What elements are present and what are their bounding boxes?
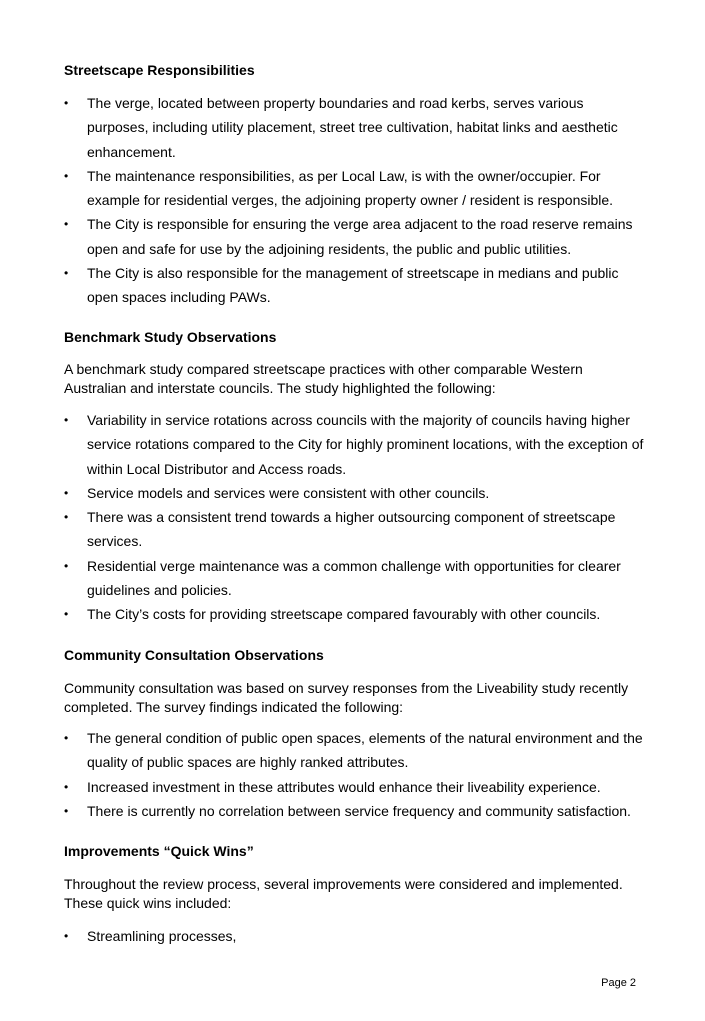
list-item: • There was a consistent trend towards a higher outsourcing component of streetscape services. <box>64 505 644 554</box>
heading-benchmark-study: Benchmark Study Observations <box>64 329 277 345</box>
bullet-icon: • <box>64 607 69 622</box>
bullet-icon: • <box>64 266 69 281</box>
bullet-list-streetscape <box>64 91 644 310</box>
bullet-icon: • <box>64 731 69 745</box>
list-item: • The general condition of public open spaces, elements of the natural environment and the quality of public spaces are highly ranked attributes. <box>64 726 644 775</box>
list-item: • The City is also responsible for the management of streetscape in medians and public open spaces including PAWs. <box>64 261 644 310</box>
list-item: • The maintenance responsibilities, as per Local Law, is with the owner/occupier. For example for residential verges, the adjoining property owner / resident is responsible. <box>64 164 644 213</box>
list-item: • Streamlining processes, <box>64 924 644 948</box>
bullet-icon: • <box>64 485 69 500</box>
paragraph-community-intro: Community consultation was based on survey responses from the Liveability study recently completed. The survey findings indicated the following: <box>64 680 629 715</box>
bullet-icon: • <box>64 217 69 232</box>
heading-community-consultation: Community Consultation Observations <box>64 647 324 663</box>
bullet-icon: • <box>64 168 69 183</box>
list-item: • Increased investment in these attributes would enhance their liveability experience. <box>64 775 644 799</box>
bullet-icon: • <box>64 929 69 943</box>
bullet-list-community <box>64 726 644 823</box>
list-item: • Variability in service rotations across councils with the majority of councils having higher service rotations compared to the City for highly prominent locations, with the exception of within Local Distributor and Access roads. <box>64 408 644 481</box>
list-item: • The City’s costs for providing streetscape compared favourably with other councils. <box>64 602 644 626</box>
paragraph-improvements-intro: Throughout the review process, several improvements were considered and implemented. These quick wins included: <box>64 876 623 911</box>
bullet-icon: • <box>64 558 69 573</box>
bullet-list-improvements <box>64 924 644 948</box>
bullet-icon: • <box>64 803 69 818</box>
page-number: Page 2 <box>601 977 636 989</box>
list-item: • The verge, located between property boundaries and road kerbs, serves various purposes, including utility placement, street tree cultivation, habitat links and aesthetic enhancement. <box>64 91 644 164</box>
list-item: • Service models and services were consistent with other councils. <box>64 481 644 505</box>
list-item: • There is currently no correlation between service frequency and community satisfaction. <box>64 799 644 823</box>
heading-streetscape-responsibilities: Streetscape Responsibilities <box>64 62 255 78</box>
paragraph-benchmark-intro: A benchmark study compared streetscape practices with other comparable Western Australian and interstate councils. The study highlighted the following: <box>64 361 583 396</box>
bullet-icon: • <box>64 96 69 110</box>
list-item: • Residential verge maintenance was a common challenge with opportunities for clearer guidelines and policies. <box>64 554 644 603</box>
heading-improvements-quick-wins: Improvements “Quick Wins” <box>64 843 254 859</box>
list-item: • The City is responsible for ensuring the verge area adjacent to the road reserve remains open and safe for use by the adjoining residents, the public and public utilities. <box>64 212 644 261</box>
bullet-icon: • <box>64 510 69 525</box>
bullet-list-benchmark <box>64 408 644 627</box>
bullet-icon: • <box>64 779 69 794</box>
bullet-icon: • <box>64 413 69 427</box>
